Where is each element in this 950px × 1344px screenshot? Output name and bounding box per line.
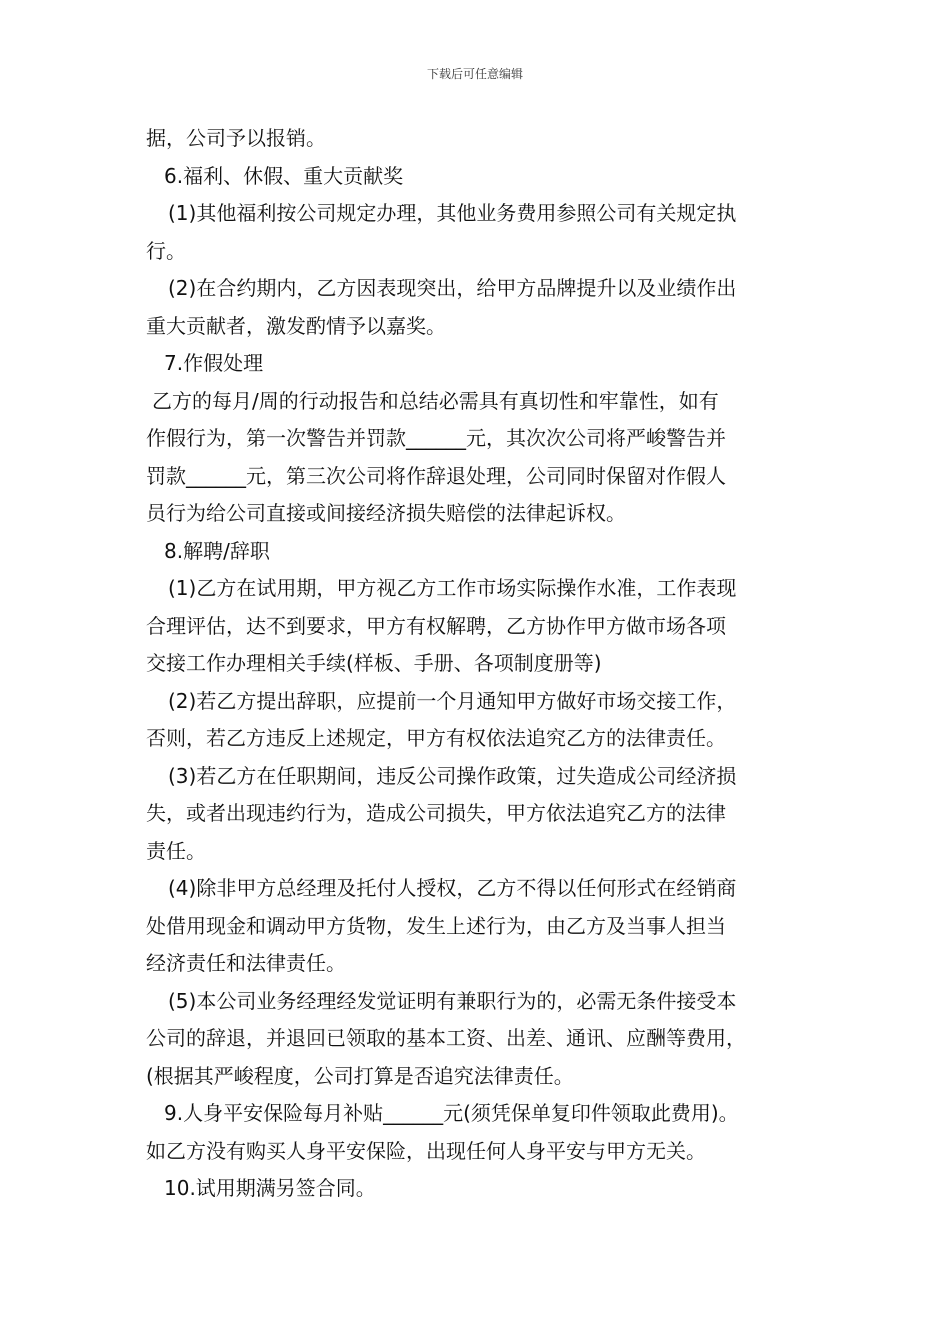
paragraph-line: 行。: [146, 238, 186, 263]
paragraph-line: 经济责任和法律责任。: [146, 951, 346, 975]
paragraph-line: 据，公司予以报销。: [146, 126, 326, 150]
paragraph-line: 责任。: [146, 838, 206, 863]
paragraph-line: 失，或者出现违约行为，造成公司损失，甲方依法追究乙方的法律: [146, 801, 726, 825]
section-heading-9: 9.人身平安保险每月补贴______元(须凭保单复印件领取此费用)。: [164, 1101, 739, 1125]
page-header: 下载后可任意编辑: [426, 67, 523, 81]
section-heading-7: 7.作假处理: [164, 351, 264, 375]
paragraph-line: (3)若乙方在任职期间，违反公司操作政策，过失造成公司经济损: [168, 763, 737, 788]
paragraph-line: (4)除非甲方总经理及托付人授权，乙方不得以任何形式在经销商: [168, 876, 737, 900]
paragraph-line: (2)在合约期内，乙方因表现突出，给甲方品牌提升以及业绩作出: [168, 276, 737, 300]
paragraph-line: 如乙方没有购买人身平安保险，出现任何人身平安与甲方无关。: [146, 1138, 706, 1163]
paragraph-line: 员行为给公司直接或间接经济损失赔偿的法律起诉权。: [146, 501, 626, 525]
paragraph-line: (1)其他福利按公司规定办理，其他业务费用参照公司有关规定执: [168, 201, 737, 225]
paragraph-line: 处借用现金和调动甲方货物，发生上述行为，由乙方及当事人担当: [146, 913, 726, 938]
paragraph-line: 否则，若乙方违反上述规定，甲方有权依法追究乙方的法律责任。: [146, 726, 726, 750]
paragraph-line: 作假行为，第一次警告并罚款______元，其次次公司将严峻警告并: [146, 426, 726, 450]
paragraph-line: 公司的辞退，并退回已领取的基本工资、出差、通讯、应酬等费用，: [146, 1026, 746, 1050]
paragraph-line: (2)若乙方提出辞职，应提前一个月通知甲方做好市场交接工作，: [168, 688, 737, 713]
paragraph-line: 交接工作办理相关手续(样板、手册、各项制度册等): [146, 651, 602, 675]
paragraph-line: 重大贡献者，激发酌情予以嘉奖。: [146, 313, 446, 338]
section-heading-6: 6.福利、休假、重大贡献奖: [164, 163, 404, 188]
section-heading-10: 10.试用期满另签合同。: [164, 1176, 376, 1200]
paragraph-line: (5)本公司业务经理经发觉证明有兼职行为的，必需无条件接受本: [168, 988, 737, 1013]
paragraph-line: (根据其严峻程度，公司打算是否追究法律责任。: [146, 1063, 574, 1088]
paragraph-line: 乙方的每月/周的行动报告和总结必需具有真切性和牢靠性，如有: [152, 388, 719, 413]
section-heading-8: 8.解聘/辞职: [164, 538, 270, 563]
paragraph-line: 罚款______元，第三次公司将作辞退处理，公司同时保留对作假人: [146, 463, 726, 488]
document-body: [146, 120, 826, 1208]
paragraph-line: 合理评估，达不到要求，甲方有权解聘，乙方协作甲方做市场各项: [146, 613, 726, 638]
paragraph-line: (1)乙方在试用期，甲方视乙方工作市场实际操作水准，工作表现: [168, 576, 737, 600]
